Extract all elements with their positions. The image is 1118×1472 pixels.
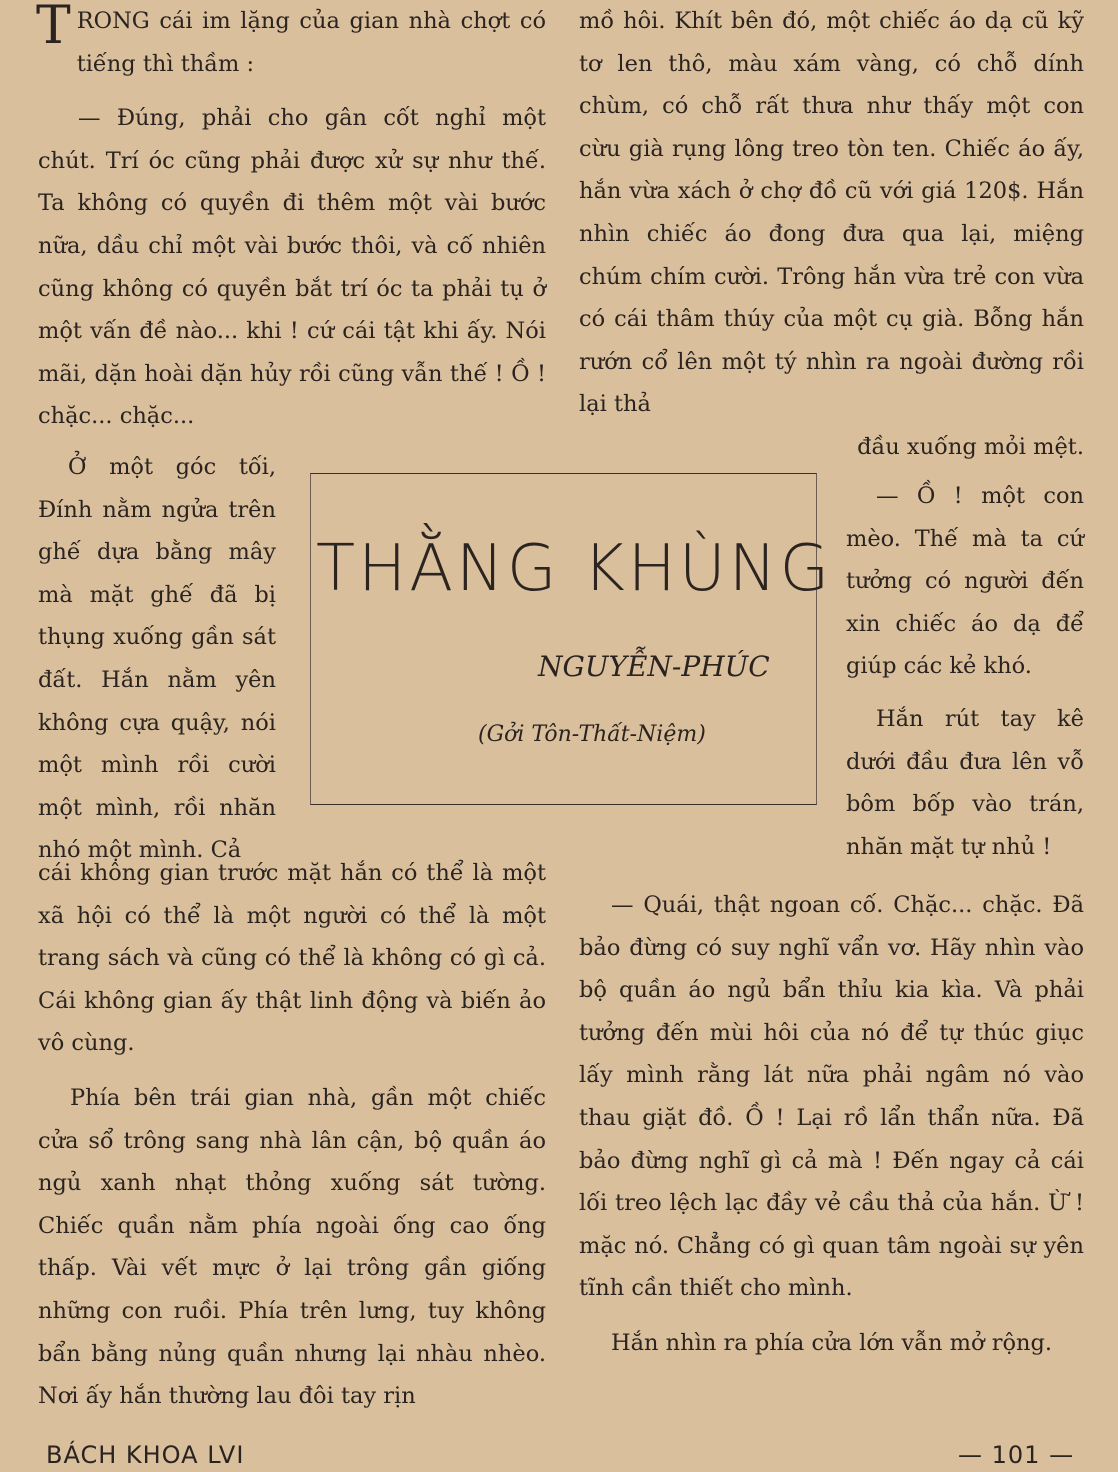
paragraph: Phía bên trái gian nhà, gần một chiếc cửa sổ trông sang nhà lân cận, bộ quần áo ngủ xanh nhạt thỏng xuống sát tường. Chiếc quần nằm phía ngoài ống cao ống thấp. Vài vết mực ở lại trông gần giống những con ruồi. Phía trên lưng, tuy không bẩn bằng nủng quần nhưng lại nhàu nhèo. Nơi ấy hắn thường lau đôi tay rịn bbox=[38, 1084, 546, 1410]
title-box bbox=[310, 473, 817, 805]
author-name: NGUYỄN-PHÚC bbox=[538, 650, 770, 683]
article-title: THẰNG KHÙNG bbox=[316, 532, 833, 606]
column-left-mid bbox=[38, 446, 276, 872]
drop-cap: T bbox=[36, 0, 71, 56]
opening-paragraph: TRONG cái im lặng của gian nhà chợt có tiếng thì thầm : bbox=[36, 0, 546, 77]
column-right-bottom bbox=[579, 884, 1084, 1365]
paragraph: Hắn rút tay kê dưới đầu đưa lên vỗ bôm bốp vào trán, nhăn mặt tự nhủ ! bbox=[846, 705, 1084, 860]
column-left-bottom bbox=[38, 852, 546, 1418]
dedication: (Gởi Tôn-Thất-Niệm) bbox=[478, 722, 706, 747]
column-left-top bbox=[38, 0, 546, 438]
paragraph-end: đầu xuống mỏi mệt. bbox=[857, 433, 1084, 460]
column-right-top bbox=[579, 0, 1084, 469]
paragraph: mồ hôi. Khít bên đó, một chiếc áo dạ cũ kỹ tơ len thô, màu xám vàng, có chỗ dính chùm, có chỗ rất thưa như thấy một con cừu già rụng lông treo tòn ten. Chiếc áo ấy, hắn vừa xách ở chợ đồ cũ với giá 120$. Hắn nhìn chiếc áo đong đưa qua lại, miệng chúm chím cười. Trông hắn vừa trẻ con vừa có cái thâm thúy của một cụ già. Bỗng hắn rướn cổ lên một tý nhìn ra ngoài đường rồi lại thả bbox=[579, 8, 1084, 418]
column-right-mid bbox=[846, 475, 1084, 868]
paragraph: Ở một góc tối, Đính nằm ngửa trên ghế dựa bằng mây mà mặt ghế đã bị thụng xuống gần sát đất. Hắn nằm yên không cựa quậy, nói một mình rồi cười một mình, rồi nhăn nhó một mình. Cả bbox=[38, 454, 276, 864]
paragraph: cái không gian trước mặt hắn có thể là một xã hội có thể là một người có thể là một trang sách và cũng có thể là không có gì cả. Cái không gian ấy thật linh động và biến ảo vô cùng. bbox=[38, 860, 546, 1057]
paragraph: — Đúng, phải cho gân cốt nghỉ một chút. Trí óc cũng phải được xử sự như thế. Ta không có quyền đi thêm một vài bước nữa, dầu chỉ một vài bước thôi, và cố nhiên cũng không có quyền bắt trí óc ta phải tụ ở một vấn đề nào... khi ! cứ cái tật khi ấy. Nói mãi, dặn hoài dặn hủy rồi cũng vẫn thế ! Ồ ! chặc... chặc... bbox=[38, 105, 546, 430]
paragraph: — Ồ ! một con mèo. Thế mà ta cứ tưởng có người đến xin chiếc áo dạ để giúp các kẻ khó. bbox=[846, 483, 1084, 680]
paragraph: Hắn nhìn ra phía cửa lớn vẫn mở rộng. bbox=[611, 1329, 1053, 1356]
magazine-name: BÁCH KHOA LVI bbox=[46, 1441, 245, 1469]
paragraph: — Quái, thật ngoan cố. Chặc... chặc. Đã bảo đừng có suy nghĩ vẩn vơ. Hãy nhìn vào bộ quần áo ngủ bẩn thỉu kia kìa. Và phải tưởng đến mùi hôi của nó để tự thúc giục lấy mình rằng lát nữa phải ngâm nó vào thau giặt đồ. Ồ ! Lại rồ lẩn thẩn nữa. Đã bảo đừng nghĩ gì cả mà ! Đến ngay cả cái lối treo lệch lạc đầy vẻ cầu thả của hắn. Ừ ! mặc nó. Chẳng có gì quan tâm ngoài sự yên tĩnh cần thiết cho mình. bbox=[579, 892, 1084, 1302]
page-number: — 101 — bbox=[958, 1441, 1075, 1469]
